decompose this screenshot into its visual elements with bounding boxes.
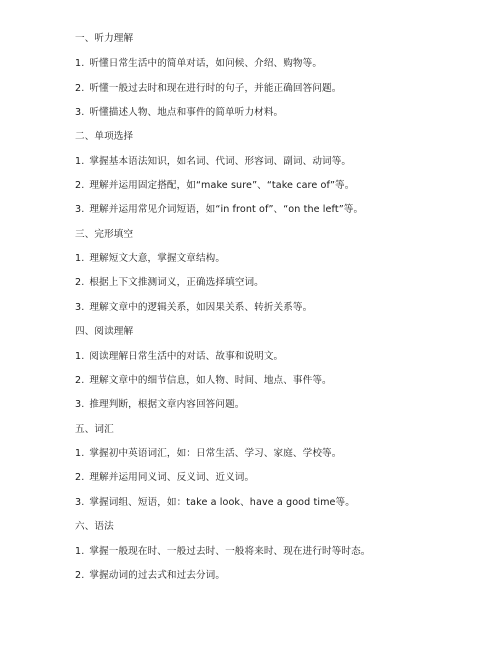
item-number: 2. [75, 180, 85, 191]
item-number: 1. [75, 448, 85, 459]
item-number: 2. [75, 83, 85, 94]
section-heading-5: 五、词汇 [75, 424, 114, 435]
list-item [75, 375, 332, 387]
section-heading-1: 一、听力理解 [75, 33, 134, 44]
section-heading-6: 六、语法 [75, 521, 114, 532]
item-number: 1. [75, 351, 85, 362]
item-text: 理解文章中的逻辑关系，如因果关系、转折关系等。 [89, 302, 313, 313]
item-number: 3. [75, 497, 85, 508]
item-text: 听懂描述人物、地点和事件的简单听力材料。 [89, 107, 284, 118]
item-text: 理解并运用固定搭配，如“make sure”、“take care of”等。 [89, 180, 355, 191]
item-text: 理解文章中的细节信息，如人物、时间、地点、事件等。 [89, 375, 332, 386]
item-text: 听懂一般过去时和现在进行时的句子，并能正确回答问题。 [89, 83, 342, 94]
item-number: 2. [75, 375, 85, 386]
list-item [75, 497, 355, 509]
list-item [75, 546, 370, 558]
item-text: 理解短文大意，掌握文章结构。 [89, 253, 226, 264]
item-text: 听懂日常生活中的简单对话，如问候、介绍、购物等。 [89, 58, 323, 69]
item-number: 1. [75, 253, 85, 264]
item-text: 理解并运用常见介词短语，如“in front of”、“on the left”等。 [89, 204, 364, 215]
list-item [75, 204, 363, 216]
item-number: 1. [75, 156, 85, 167]
item-text: 掌握初中英语词汇，如：日常生活、学习、家庭、学校等。 [89, 448, 342, 459]
list-item [75, 107, 283, 119]
list-item [75, 180, 354, 192]
section-heading-2: 二、单项选择 [75, 131, 134, 142]
item-number: 2. [75, 570, 85, 581]
section-heading-3: 三、完形填空 [75, 229, 134, 240]
item-number: 3. [75, 204, 85, 215]
list-item [75, 302, 312, 314]
list-item [75, 277, 264, 289]
section-heading-4: 四、阅读理解 [75, 326, 134, 337]
item-text: 理解并运用同义词、反义词、近义词。 [89, 472, 255, 483]
item-text: 掌握动词的过去式和过去分词。 [89, 570, 226, 581]
item-text: 推理判断，根据文章内容回答问题。 [89, 399, 245, 410]
item-text: 阅读理解日常生活中的对话、故事和说明文。 [89, 351, 284, 362]
item-number: 1. [75, 546, 85, 557]
list-item [75, 58, 322, 70]
list-item [75, 83, 341, 95]
list-item [75, 351, 283, 363]
item-number: 1. [75, 58, 85, 69]
list-item [75, 448, 341, 460]
list-item [75, 156, 351, 168]
item-number: 3. [75, 399, 85, 410]
item-text: 掌握基本语法知识，如名词、代词、形容词、副词、动词等。 [89, 156, 352, 167]
item-number: 2. [75, 472, 85, 483]
item-text: 掌握词组、短语，如：take a look、have a good time等。 [89, 497, 355, 508]
item-text: 根据上下文推测词义，正确选择填空词。 [89, 277, 264, 288]
list-item [75, 253, 225, 265]
item-number: 3. [75, 302, 85, 313]
list-item [75, 399, 244, 411]
item-text: 掌握一般现在时、一般过去时、一般将来时、现在进行时等时态。 [89, 546, 371, 557]
item-number: 3. [75, 107, 85, 118]
list-item [75, 472, 254, 484]
item-number: 2. [75, 277, 85, 288]
list-item [75, 570, 225, 582]
